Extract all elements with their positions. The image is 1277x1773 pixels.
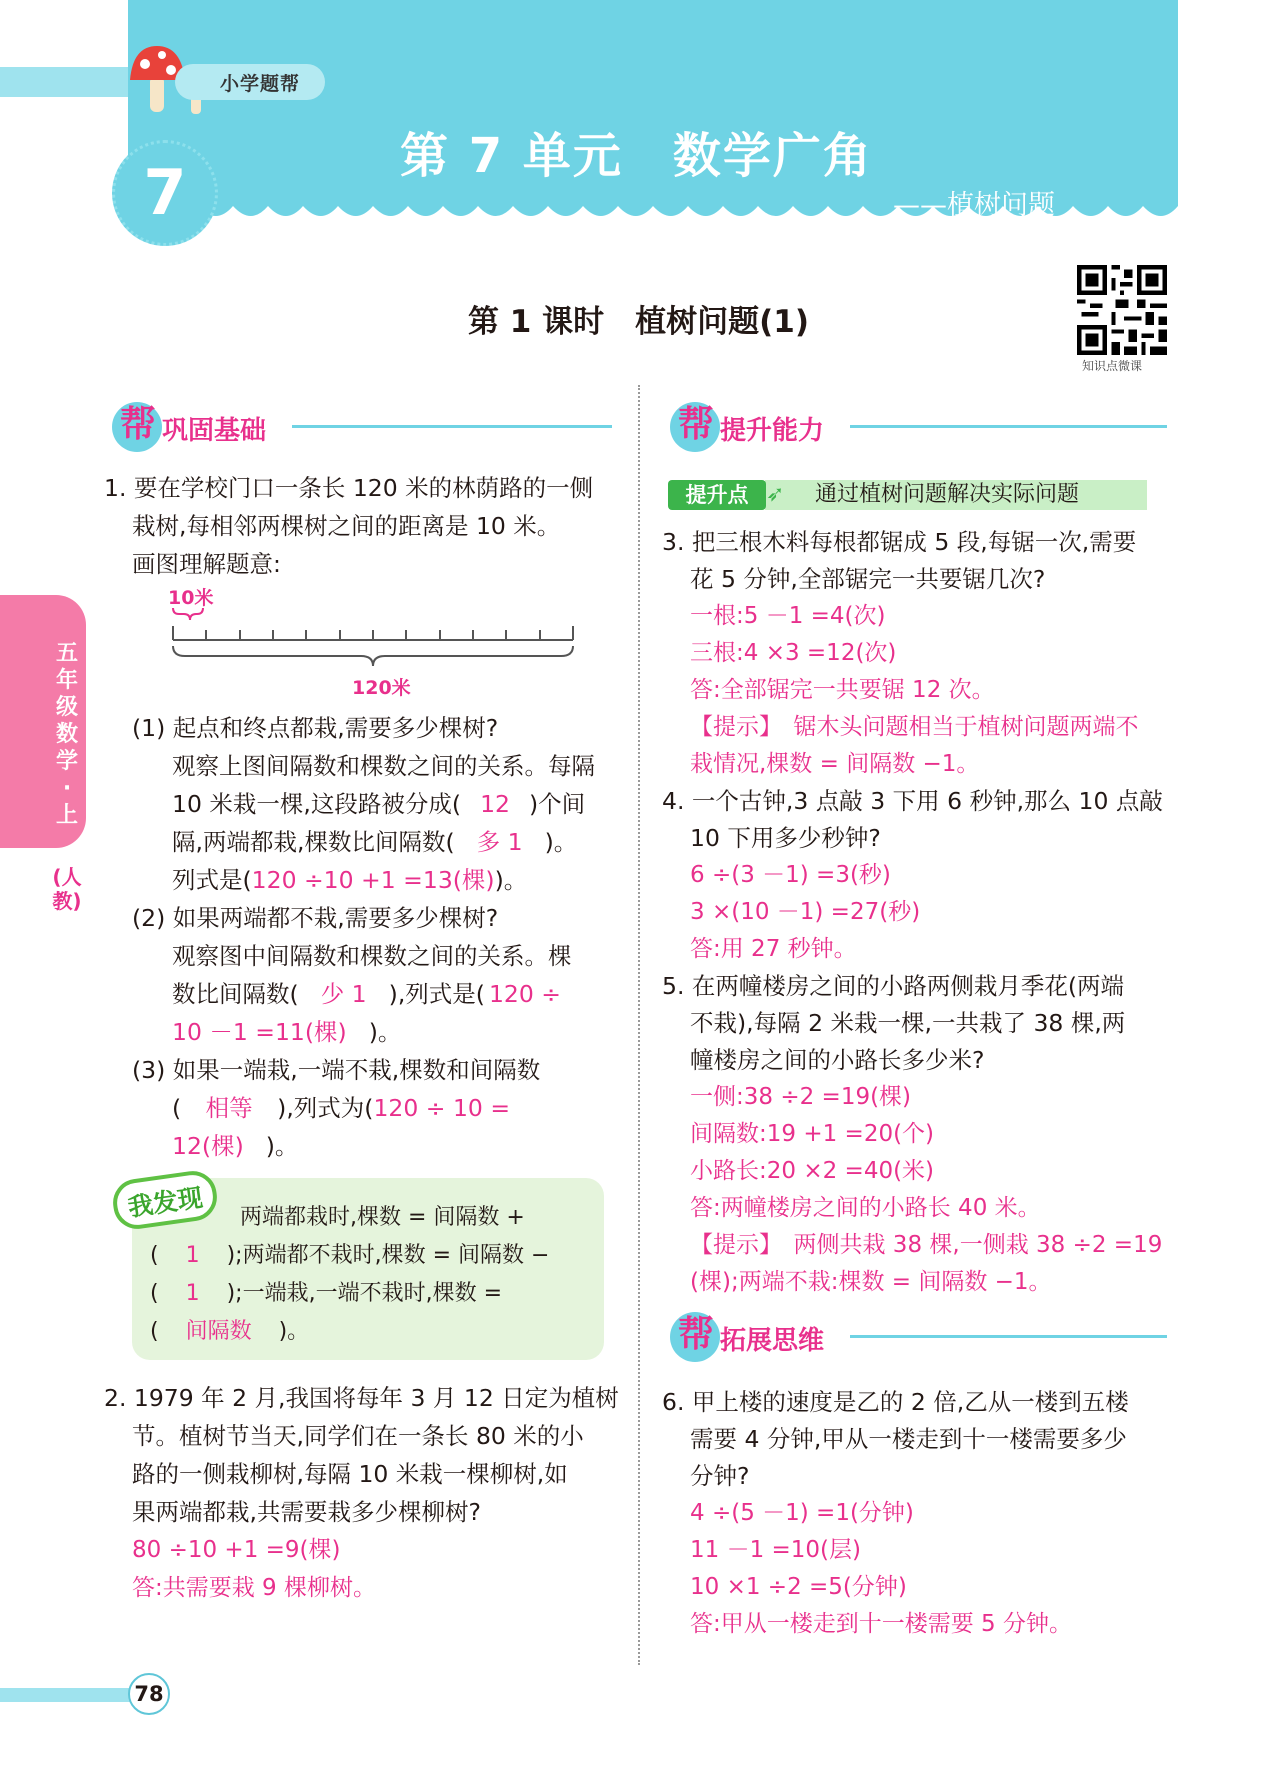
column-divider (638, 385, 640, 1665)
section-improve-line (850, 425, 1167, 428)
discovery-line-2: ( 1 );两端都不栽时,棵数 = 间隔数 − (150, 1238, 549, 1274)
q1-part1-line-2: 10 米栽一棵,这段路被分成( 12 )个间 (172, 786, 585, 822)
q1-part2-answer-2a: 120 ÷ (488, 980, 561, 1008)
q2-line-1: 2. 1979 年 2 月,我国将每年 3 月 12 日定为植树 (104, 1384, 619, 1412)
q1-part2-line-1: 观察图中间隔数和棵数之间的关系。棵 (172, 942, 572, 970)
q6-line-2: 需要 4 分钟,甲从一楼走到十一楼需要多少 (690, 1425, 1127, 1453)
side-tab-label: 五年级数学·上 (55, 641, 78, 828)
q1-part1-answer-2: 多 1 (476, 828, 523, 856)
q6-answer-4: 答:甲从一楼走到十一楼需要 5 分钟。 (690, 1611, 1073, 1637)
side-tab-edition: (人教) (52, 865, 82, 913)
section-expand-bang: 帮 (678, 1314, 715, 1355)
q6-line-1: 6. 甲上楼的速度是乙的 2 倍,乙从一楼到五楼 (662, 1388, 1129, 1416)
discovery-answer-3: 间隔数 (185, 1319, 252, 1344)
brand-name: 小学题帮 (220, 73, 301, 95)
q1-part3-answer-2b: 12(棵) (172, 1132, 244, 1160)
section-basic-bang: 帮 (120, 404, 157, 445)
hint-text: 通过植树问题解决实际问题 (815, 482, 1080, 507)
q4-line-1: 4. 一个古钟,3 点敲 3 下用 6 秒钟,那么 10 点敲 (662, 787, 1163, 815)
section-improve-bang: 帮 (678, 404, 715, 445)
section-basic-title: 巩固基础 (162, 416, 267, 446)
q3-hint-2: 栽情况,棵数 = 间隔数 −1。 (690, 751, 980, 777)
q1-line-3: 画图理解题意: (132, 550, 281, 578)
arrow-icon: ➶ (766, 482, 785, 507)
q5-answer-1: 一侧:38 ÷2 =19(棵) (690, 1084, 912, 1110)
qr-caption: 知识点微课 (1082, 359, 1143, 373)
section-expand-line (850, 1335, 1167, 1338)
q4-line-2: 10 下用多少秒钟? (690, 824, 881, 852)
q6-answer-2: 11 －1 =10(层) (690, 1537, 862, 1563)
q5-line-3: 幢楼房之间的小路长多少米? (690, 1046, 985, 1074)
q2-answer-1: 80 ÷10 +1 =9(棵) (132, 1537, 341, 1563)
q1-part2-line-3: 10 －1 =11(棵) )。 (172, 1018, 402, 1046)
unit-title: 第 7 单元 数学广角 (400, 128, 873, 184)
lesson-title: 第 1 课时 植树问题(1) (467, 304, 810, 340)
q1-part1-title: (1) 起点和终点都栽,需要多少棵树? (132, 714, 499, 742)
discovery-line-1: 两端都栽时,棵数 = 间隔数 + (240, 1205, 525, 1230)
q5-line-1: 5. 在两幢楼房之间的小路两侧栽月季花(两端 (662, 972, 1125, 1000)
q2-line-2: 节。植树节当天,同学们在一条长 80 米的小 (132, 1422, 584, 1450)
q1-part3-line-2: ( 相等 ),列式为(120 ÷ 10 = (172, 1090, 510, 1126)
q1-part3-line-1: (3) 如果一端栽,一端不栽,棵数和间隔数 (132, 1056, 541, 1084)
q3-answer-1: 一根:5 －1 =4(次) (690, 603, 886, 629)
q6-answer-3: 10 ×1 ÷2 =5(分钟) (690, 1574, 907, 1600)
discovery-answer-2: 1 (185, 1281, 200, 1306)
q1-part1-answer-1: 12 (480, 790, 510, 818)
q1-line-1: 1. 要在学校门口一条长 120 米的林荫路的一侧 (104, 474, 594, 502)
q5-answer-4: 答:两幢楼房之间的小路长 40 米。 (690, 1195, 1041, 1221)
discovery-line-3: ( 1 );一端栽,一端不栽时,棵数 = (150, 1276, 502, 1312)
q3-answer-2: 三根:4 ×3 =12(次) (690, 640, 897, 666)
section-expand-title: 拓展思维 (720, 1326, 825, 1356)
q1-part1-line-1: 观察上图间隔数和棵数之间的关系。每隔 (172, 752, 595, 780)
footer-strip (0, 1688, 130, 1702)
discovery-answer-1: 1 (185, 1243, 200, 1268)
q4-answer-3: 答:用 27 秒钟。 (690, 936, 857, 962)
page-number: 78 (128, 1673, 170, 1715)
q1-part2-answer-1: 少 1 (320, 980, 367, 1008)
q2-line-4: 果两端都栽,共需要栽多少棵柳树? (132, 1498, 481, 1526)
q1-part3-line-3: 12(棵) )。 (172, 1132, 299, 1160)
unit-subtitle: ——植树问题 (893, 190, 1055, 221)
q1-part1-line-3: 隔,两端都栽,棵数比间隔数( 多 1 )。 (172, 824, 577, 860)
q3-answer-3: 答:全部锯完一共要锯 12 次。 (690, 677, 995, 703)
q1-part3-answer-1: 相等 (205, 1094, 253, 1122)
q1-part3-answer-2a: 120 ÷ 10 = (373, 1094, 511, 1122)
q2-answer-2: 答:共需要栽 9 棵柳树。 (132, 1575, 377, 1601)
diagram-interval-label: 10米 (168, 587, 214, 609)
q3-hint-1: 【提示】 锯木头问题相当于植树问题两端不 (690, 714, 1139, 740)
section-basic-line (292, 425, 612, 428)
q4-answer-2: 3 ×(10 －1) =27(秒) (690, 899, 921, 925)
q3-line-1: 3. 把三根木料每根都锯成 5 段,每锯一次,需要 (662, 528, 1137, 556)
q5-answer-3: 小路长:20 ×2 =40(米) (690, 1158, 935, 1184)
unit-number: 7 (143, 156, 187, 229)
qr-code-icon[interactable] (1077, 265, 1167, 355)
discovery-tag: 我发现 (110, 1168, 220, 1232)
q5-hint-1: 【提示】 两侧共栽 38 棵,一侧栽 38 ÷2 =19 (690, 1232, 1163, 1258)
q6-line-3: 分钟? (690, 1462, 750, 1490)
q1-part2-line-2: 数比间隔数( 少 1 ),列式是( 120 ÷ (172, 976, 565, 1012)
q1-part1-line-4: 列式是(120 ÷10 +1 =13(棵))。 (172, 862, 527, 898)
q5-line-2: 不栽),每隔 2 米栽一棵,一共栽了 38 棵,两 (690, 1009, 1126, 1037)
q6-answer-1: 4 ÷(5 －1) =1(分钟) (690, 1500, 914, 1526)
discovery-line-4: ( 间隔数 )。 (150, 1314, 309, 1350)
road-diagram (165, 604, 583, 672)
q1-part2-answer-2b: 10 －1 =11(棵) (172, 1018, 347, 1046)
diagram-total-label: 120米 (352, 677, 411, 699)
q5-hint-2: (棵);两端不栽:棵数 = 间隔数 −1。 (690, 1269, 1052, 1295)
q1-part1-answer-3: 120 ÷10 +1 =13(棵) (251, 866, 495, 894)
q1-line-2: 栽树,每相邻两棵树之间的距离是 10 米。 (132, 512, 561, 540)
section-improve-title: 提升能力 (720, 416, 825, 446)
q2-line-3: 路的一侧栽柳树,每隔 10 米栽一棵柳树,如 (132, 1460, 568, 1488)
header-left-strip (0, 67, 140, 97)
q3-line-2: 花 5 分钟,全部锯完一共要锯几次? (690, 565, 1046, 593)
q4-answer-1: 6 ÷(3 －1) =3(秒) (690, 862, 891, 888)
q1-part2-title: (2) 如果两端都不栽,需要多少棵树? (132, 904, 499, 932)
q5-answer-2: 间隔数:19 +1 =20(个) (690, 1121, 935, 1147)
hint-tag: 提升点 (668, 480, 766, 510)
